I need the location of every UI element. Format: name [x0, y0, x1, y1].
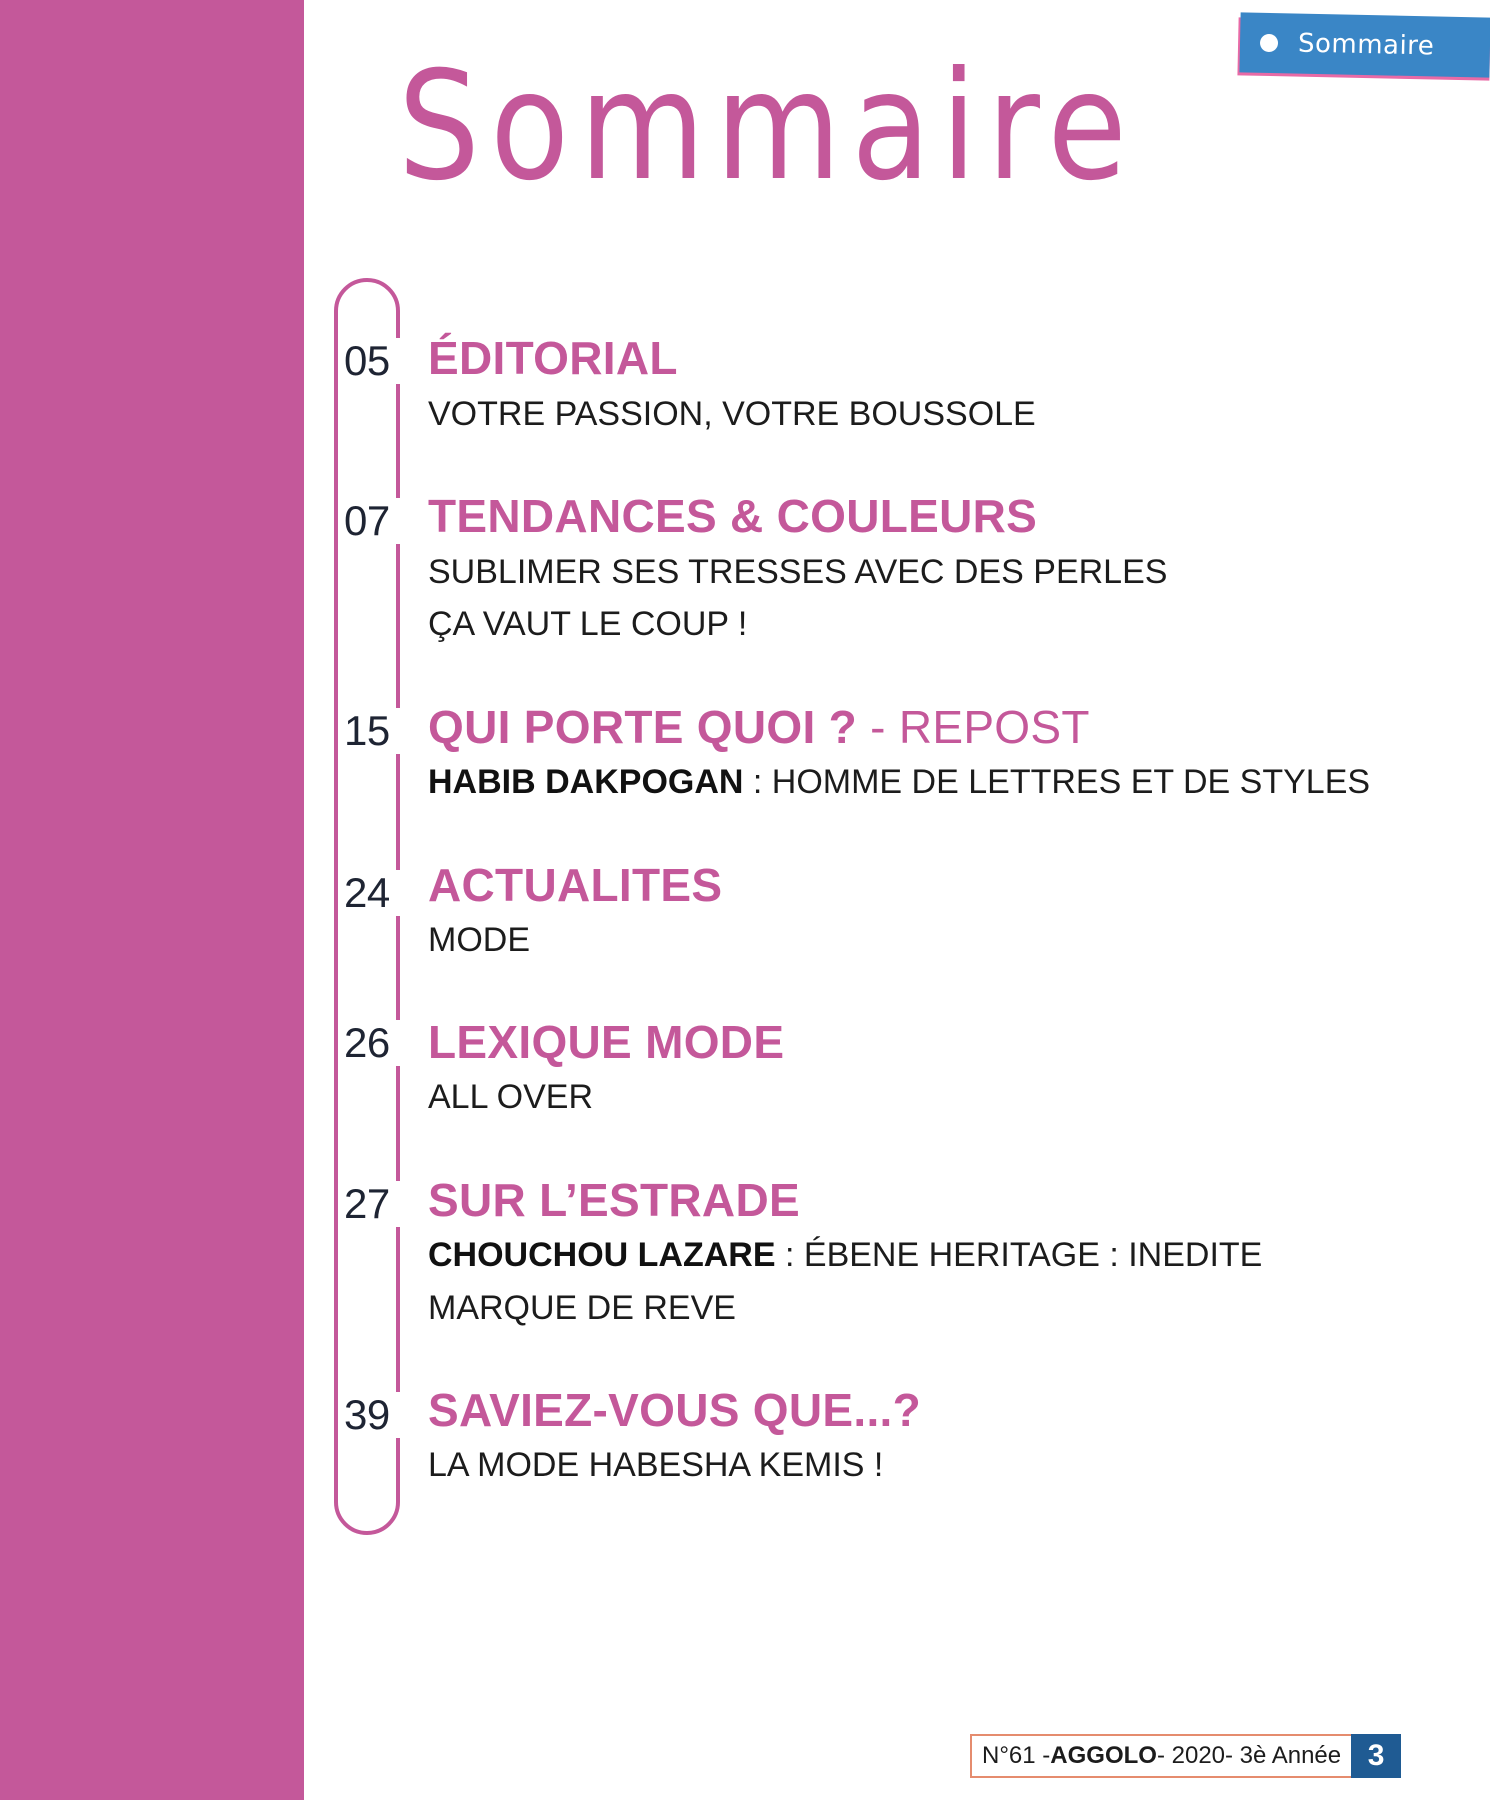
toc-section-title — [428, 490, 1038, 542]
issue-number: N°61 - — [982, 1742, 1051, 1769]
toc-subtitle-text: : ÉBENE HERITAGE : INEDITE — [775, 1236, 1263, 1274]
toc-subtitle-text: VOTRE PASSION, VOTRE BOUSSOLE — [428, 395, 1036, 433]
toc-subtitle-text: : HOMME DE LETTRES ET DE STYLES — [743, 763, 1371, 801]
section-tag-banner — [1239, 12, 1490, 77]
toc-subtitle-line — [428, 1229, 1262, 1281]
issue-info — [970, 1734, 1351, 1778]
toc-section-title-text: LEXIQUE MODE — [428, 1016, 785, 1068]
toc-subtitle-bold: HABIB DAKPOGAN — [428, 763, 744, 801]
toc-section-title — [428, 1384, 922, 1436]
folio-number: 3 — [1367, 1739, 1385, 1772]
toc-subtitle-text: MODE — [428, 921, 530, 959]
toc-subtitle-line — [428, 1282, 736, 1334]
toc-subtitle-line — [428, 546, 1167, 598]
toc-page-number: 05 — [344, 338, 404, 384]
toc-subtitle-bold: CHOUCHOU LAZARE — [428, 1236, 776, 1274]
toc-section-title-suffix: - REPOST — [857, 701, 1090, 753]
toc-section-title — [428, 1174, 800, 1226]
toc-section-title — [428, 332, 678, 384]
toc-subtitle-text: SUBLIMER SES TRESSES AVEC DES PERLES — [428, 553, 1168, 591]
toc-section-title — [428, 1016, 785, 1068]
section-tag — [1238, 15, 1490, 85]
toc-subtitle-line — [428, 1071, 593, 1123]
issue-year: - 2020- 3è Année — [1156, 1742, 1342, 1769]
toc-subtitle-line — [428, 598, 747, 650]
toc-subtitle-text: LA MODE HABESHA KEMIS ! — [428, 1446, 884, 1484]
toc-page-number: 39 — [344, 1392, 404, 1438]
page-title: Sommaire — [398, 40, 1138, 214]
toc-subtitle-line — [428, 914, 530, 966]
toc-section-title — [428, 701, 1090, 753]
toc-page-number: 24 — [344, 870, 404, 916]
toc-page-number: 26 — [344, 1020, 404, 1066]
toc-subtitle-line — [428, 756, 1370, 808]
page-footer — [970, 1734, 1401, 1778]
bullet-dot-icon — [1260, 34, 1278, 52]
toc-subtitle-line — [428, 388, 1036, 440]
toc-page-number: 15 — [344, 708, 404, 754]
toc-section-title — [428, 859, 723, 911]
toc-section-title-text: TENDANCES & COULEURS — [428, 490, 1038, 542]
toc-section-title-text: ACTUALITES — [428, 859, 723, 911]
left-color-band — [0, 0, 304, 1800]
toc-page-number: 07 — [344, 498, 404, 544]
toc-section-title-text: SAVIEZ-VOUS QUE...? — [428, 1384, 922, 1436]
section-tag-label: Sommaire — [1297, 28, 1435, 62]
toc-section-title-text: ÉDITORIAL — [428, 332, 678, 384]
magazine-name: AGGOLO — [1050, 1742, 1157, 1769]
toc-section-title-text: QUI PORTE QUOI ? — [428, 701, 858, 753]
toc-page-number: 27 — [344, 1181, 404, 1227]
toc-section-title-text: SUR L’ESTRADE — [428, 1174, 800, 1226]
toc-subtitle-line — [428, 1439, 883, 1491]
toc-subtitle-text: ÇA VAUT LE COUP ! — [428, 605, 748, 643]
page-number-box — [1351, 1734, 1401, 1778]
toc-subtitle-text: ALL OVER — [428, 1078, 594, 1116]
toc-subtitle-text: MARQUE DE REVE — [428, 1289, 736, 1327]
